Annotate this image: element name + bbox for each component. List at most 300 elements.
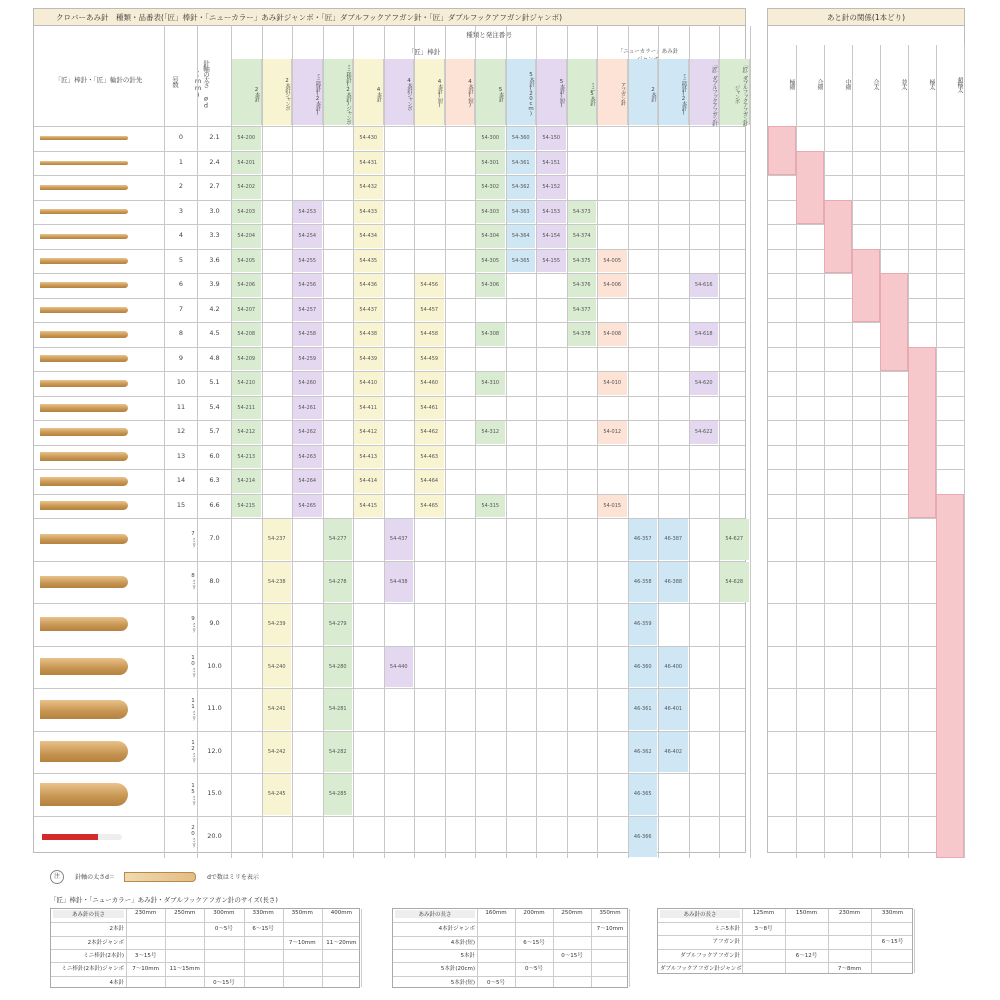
row-divider [34,494,745,495]
needle-kind-label: 5本針(20cm) [440,966,475,973]
gauge-number: 7ミリ [190,530,196,548]
gauge-number: 7 [178,304,184,313]
yarn-weight-header: 超極太 [956,76,963,92]
order-code: 54-241 [263,689,292,730]
gauge-number: 13 [176,451,186,460]
order-code: 54-465 [415,495,444,518]
order-code: 54-431 [354,152,383,175]
order-code: 54-622 [690,421,719,444]
grid-line [629,909,630,987]
type-header: 4本針ジャンボ [384,59,415,125]
needle-tip-header: 「匠」棒針・「匠」輪針の針先 [54,76,143,84]
length-column: 125mm [752,910,775,916]
row-divider [34,298,745,299]
diameter-value: 3.9 [209,280,220,289]
needle-tip-icon [40,380,128,388]
yarn-range-bar [936,494,964,859]
row-divider [768,224,964,225]
needle-kind-label: ミニ棒針(2本針) [83,953,124,959]
needle-tip-icon [40,534,128,544]
length-column: 350mm [599,910,621,916]
order-code: 54-154 [537,225,566,248]
order-code: 54-238 [263,562,292,603]
row-divider [34,249,745,250]
size-range-value: 7〜10mm [132,966,159,973]
order-code: 46-357 [629,519,658,560]
diameter-value: 5.7 [209,427,220,436]
type-header: ミニ棒針(2本針)ジャンボ [323,59,354,125]
order-code: 54-464 [415,470,444,493]
order-code: 54-204 [232,225,261,248]
order-code: 54-411 [354,397,383,420]
red-needle-icon [42,834,122,840]
order-code: 54-436 [354,274,383,297]
order-code: 54-278 [324,562,353,603]
grid-line [283,909,284,987]
type-header: ミニ棒針(2本針) [292,59,323,125]
order-code: 54-315 [476,495,505,518]
order-code: 54-362 [507,176,536,199]
gauge-number: 10ミリ [190,655,196,679]
needle-diagram-icon [124,872,196,882]
order-code: 54-253 [293,201,322,224]
grid-line [553,909,554,987]
order-code: 54-302 [476,176,505,199]
needle-kind-label: ミニ棒針(2本針)ジャンボ [61,966,124,973]
type-header: ミニ棒針(2本針) [658,59,689,125]
order-code: 46-361 [629,689,658,730]
order-code: 46-400 [659,647,688,688]
size-range-value: 0〜15号 [561,953,583,959]
group-header: 種類と発注番号 [466,31,512,39]
size-range-value: 6〜12号 [795,952,818,959]
order-code: 46-387 [659,519,688,560]
row-divider [34,151,745,152]
row-divider [34,396,745,397]
diameter-value: 7.0 [209,534,220,543]
gauge-number: 6 [178,280,184,289]
gauge-number: 5 [178,255,184,264]
diameter-value: 5.4 [209,402,220,411]
needle-tip-icon [40,136,128,140]
row-divider [768,561,964,562]
gauge-number: 9ミリ [190,615,196,633]
needle-tip-icon [40,452,128,461]
diameter-value: 15.0 [207,789,222,798]
needle-kind-label: 5本針 [460,953,475,959]
order-code: 54-240 [263,647,292,688]
size-length-table [657,908,913,974]
yarn-range-bar [768,126,796,175]
order-code: 54-312 [476,421,505,444]
needle-type-table [33,8,746,853]
note-symbol: 注 [50,870,64,884]
size-range-value: 0〜5号 [525,966,543,973]
yarn-weight-header: 中細 [844,79,851,89]
size-range-value: 0〜15号 [213,979,235,986]
size-range-value: 11〜20mm [326,939,357,946]
length-column: 230mm [134,910,157,916]
length-header: あみ針の長さ [660,910,740,918]
order-code: 54-458 [415,323,444,346]
grid-line [477,909,478,987]
gauge-number: 0 [178,133,184,142]
row-divider [34,175,745,176]
order-code: 54-279 [324,604,353,645]
order-code: 54-006 [598,274,627,297]
order-code: 54-239 [263,604,292,645]
length-column: 250mm [174,910,196,916]
row-divider [34,200,745,201]
order-code: 54-463 [415,446,444,469]
type-header: 2本針 [628,59,659,125]
type-header: 4本針(短) [414,59,445,125]
row-divider [34,420,745,421]
needle-kind-label: 2本針ジャンボ [87,939,124,946]
diameter-value: 2.1 [209,133,220,142]
footer-title: 「匠」棒針・「ニューカラー」あみ針・ダブルフックアフガン針のサイズ(長さ) [50,896,278,904]
order-code: 54-412 [354,421,383,444]
diameter-value: 2.4 [209,157,220,166]
order-code: 54-151 [537,152,566,175]
length-column: 300mm [213,910,235,916]
order-code: 54-462 [415,421,444,444]
grid-line [785,909,786,973]
needle-tip-icon [40,185,128,190]
gauge-number: 15 [176,500,186,509]
diameter-value: 3.6 [209,255,220,264]
type-header: 5本針(短) [536,59,567,125]
length-column: 350mm [291,910,313,916]
diameter-value: 3.3 [209,231,220,240]
yarn-range-bar [880,273,908,371]
needle-tip-icon [40,161,128,165]
size-range-value: 0〜5号 [214,926,233,933]
order-code: 54-300 [476,127,505,150]
note-text-a: 針軸の太さd＝ [75,874,115,881]
gauge-number: 9 [178,353,184,362]
grid-line [742,909,743,973]
order-code: 46-388 [659,562,688,603]
needle-tip-icon [40,477,128,486]
needle-kind-label: 4本針ジャンボ [438,926,475,933]
row-divider [768,322,964,323]
order-code: 54-280 [324,647,353,688]
type-header: ミニ5本針 [567,59,598,125]
row-divider [34,445,745,446]
needle-tip-icon [40,428,128,436]
type-header: 2本針 [231,59,262,125]
diameter-value: 4.5 [209,329,220,338]
order-code: 54-413 [354,446,383,469]
order-code: 54-285 [324,774,353,815]
type-header: 「匠」ダブルフックアフガン針 [689,59,720,125]
order-code: 54-456 [415,274,444,297]
row-divider [768,518,964,519]
size-range-value: 0〜5号 [487,979,505,986]
size-range-value: 3〜15号 [134,953,157,959]
order-code: 54-214 [232,470,261,493]
order-code: 54-616 [690,274,719,297]
order-code: 54-308 [476,323,505,346]
yarn-range-bar [824,200,852,274]
gauge-number: 2 [178,182,184,191]
grid-line [515,909,516,987]
row-divider [34,224,745,225]
row-divider [768,688,964,689]
needle-tip-icon [40,234,128,239]
order-code: 54-414 [354,470,383,493]
order-code: 54-202 [232,176,261,199]
order-code: 46-359 [629,604,658,645]
row-divider [768,603,964,604]
order-code: 54-245 [263,774,292,815]
order-code: 54-627 [720,519,749,560]
order-code: 54-254 [293,225,322,248]
gauge-number: 14 [176,476,186,485]
diameter-value: 4.8 [209,353,220,362]
grid-line [361,909,362,987]
grid-line [165,909,166,987]
yarn-range-bar [852,249,880,323]
order-code: 54-377 [568,299,597,322]
needle-kind-label: ミニ5本針 [714,926,740,933]
order-code: 54-259 [293,348,322,371]
yarn-relation-table [767,8,965,853]
order-code: 54-215 [232,495,261,518]
order-code: 54-304 [476,225,505,248]
gauge-number: 8ミリ [190,573,196,591]
order-code: 54-264 [293,470,322,493]
table-title: クロバーあみ針 種類・品番表(「匠」棒針・「ニューカラー」あみ針ジャンボ・「匠」ダブルフックアフガン針・「匠」ダブルフックアフガン針ジャンボ) [34,9,745,26]
grid-line [750,26,751,858]
diameter-value: 10.0 [207,661,222,670]
type-header: 2本針ジャンボ [262,59,293,125]
order-code: 54-212 [232,421,261,444]
order-code: 54-433 [354,201,383,224]
order-code: 54-152 [537,176,566,199]
needle-tip-icon [40,282,128,288]
order-code: 54-410 [354,372,383,395]
length-column: 200mm [523,910,545,916]
order-code: 46-401 [659,689,688,730]
order-code: 54-209 [232,348,261,371]
order-code: 54-210 [232,372,261,395]
gauge-number: 4 [178,231,184,240]
needle-kind-label: ダブルフックアフガン針ジャンボ [660,965,742,972]
row-divider [34,371,745,372]
grid-line [322,909,323,987]
size-range-value: 7〜10mm [596,926,624,933]
yarn-range-bar [908,347,936,519]
order-code: 54-365 [507,250,536,273]
gauge-number: 12 [176,427,186,436]
size-range-value: 7〜10mm [288,939,316,946]
order-code: 54-265 [293,495,322,518]
order-code: 54-201 [232,152,261,175]
grid-line [244,909,245,987]
needle-kind-label: ダブルフックアフガン針 [680,952,740,959]
order-code: 54-261 [293,397,322,420]
row-divider [768,646,964,647]
order-code: 54-440 [385,647,414,688]
needle-tip-icon [40,209,128,214]
order-code: 54-258 [293,323,322,346]
length-column: 150mm [795,910,818,916]
type-header: 「匠」ダブルフックアフガン針ジャンボ [719,59,750,125]
length-header: あみ針の長さ [395,910,475,918]
order-code: 54-005 [598,250,627,273]
grid-line [914,909,915,973]
type-header: 4本針(短) [445,59,476,125]
yarn-weight-header: 合細 [816,79,823,89]
needle-tip-icon [40,658,128,675]
diameter-value: 2.7 [209,182,220,191]
order-code: 54-620 [690,372,719,395]
order-code: 54-203 [232,201,261,224]
row-divider [768,773,964,774]
order-code: 54-439 [354,348,383,371]
needle-tip-icon [40,258,128,264]
row-divider [34,322,745,323]
yarn-range-bar [796,151,824,225]
diameter-value: 6.6 [209,500,220,509]
diameter-value: 6.0 [209,451,220,460]
grid-line [871,909,872,973]
order-code: 54-378 [568,323,597,346]
newcolor-header: 「ニューカラー」あみ針 [617,49,679,55]
order-code: 54-200 [232,127,261,150]
order-code: 54-150 [537,127,566,150]
yarn-weight-header: 合太 [872,79,879,89]
order-code: 54-459 [415,348,444,371]
length-column: 330mm [252,910,274,916]
diameter-header: 針軸の太さ ød (mm) [194,59,210,109]
diameter-value: 6.3 [209,476,220,485]
order-code: 54-628 [720,562,749,603]
size-range-value: 6〜15号 [523,939,545,946]
takumi-header: 「匠」棒針 [407,48,441,56]
relation-title: あと針の関係(1本どり) [768,9,964,26]
order-code: 54-375 [568,250,597,273]
order-code: 54-374 [568,225,597,248]
needle-kind-label: 5本針(短) [450,979,475,986]
size-length-table [50,908,360,988]
order-code: 54-206 [232,274,261,297]
grid-line [880,45,881,858]
grid-line [204,909,205,987]
gauge-number: 3 [178,206,184,215]
needle-tip-icon [40,307,128,313]
order-code: 54-415 [354,495,383,518]
order-code: 54-618 [690,323,719,346]
order-code: 54-437 [354,299,383,322]
order-code: 54-303 [476,201,505,224]
order-code: 54-376 [568,274,597,297]
row-divider [768,816,964,817]
gauge-number: 1 [178,157,184,166]
order-code: 54-277 [324,519,353,560]
needle-tip-icon [40,576,128,588]
order-code: 46-362 [629,732,658,773]
order-code: 54-363 [507,201,536,224]
length-header: あみ針の長さ [53,910,124,918]
order-code: 54-257 [293,299,322,322]
needle-kind-label: 4本針(短) [450,939,475,946]
type-header: 4本針 [353,59,384,125]
size-range-value: 6〜15号 [252,926,274,933]
diameter-value: 3.0 [209,206,220,215]
needle-tip-icon [40,331,128,338]
order-code: 54-281 [324,689,353,730]
gauge-number: 8 [178,329,184,338]
gauge-number: 15ミリ [190,782,196,806]
order-code: 54-364 [507,225,536,248]
row-divider [34,273,745,274]
size-range-value: 7〜8mm [837,965,862,972]
row-divider [34,469,745,470]
length-column: 160mm [485,910,507,916]
order-code: 54-008 [598,323,627,346]
diameter-value: 9.0 [209,619,220,628]
gauge-number: 12ミリ [190,740,196,764]
order-code: 54-435 [354,250,383,273]
order-code: 46-358 [629,562,658,603]
order-code: 54-153 [537,201,566,224]
order-code: 54-260 [293,372,322,395]
order-code: 54-301 [476,152,505,175]
order-code: 54-360 [507,127,536,150]
order-code: 54-255 [293,250,322,273]
order-code: 54-263 [293,446,322,469]
order-code: 54-015 [598,495,627,518]
length-column: 330mm [881,910,904,916]
row-divider [768,731,964,732]
size-range-value: 11〜15mm [169,966,200,973]
order-code: 54-012 [598,421,627,444]
yarn-weight-header: 並太 [900,79,907,89]
size-length-table [392,908,628,988]
gauge-number: 11ミリ [190,697,196,721]
order-code: 54-282 [324,732,353,773]
gauge-number: 11 [176,402,186,411]
length-column: 230mm [838,910,861,916]
order-code: 54-205 [232,250,261,273]
order-code: 54-430 [354,127,383,150]
gauge-number: 20ミリ [190,825,196,849]
grid-line [828,909,829,973]
order-code: 54-256 [293,274,322,297]
needle-tip-icon [40,741,128,762]
gauge-header: 号数 [171,76,179,87]
row-divider [34,347,745,348]
order-code: 54-211 [232,397,261,420]
order-code: 54-432 [354,176,383,199]
order-code: 54-305 [476,250,505,273]
needle-tip-icon [40,355,128,362]
order-code: 46-366 [629,817,658,858]
yarn-weight-header: 極細 [788,79,795,89]
order-code: 54-437 [385,519,414,560]
order-code: 54-213 [232,446,261,469]
needle-tip-icon [40,617,128,631]
size-range-value: 3〜8号 [754,926,773,933]
yarn-weight-header: 極太 [928,79,935,89]
type-header: 5本針 [475,59,506,125]
needle-tip-icon [40,501,128,510]
order-code: 54-237 [263,519,292,560]
order-code: 54-438 [354,323,383,346]
